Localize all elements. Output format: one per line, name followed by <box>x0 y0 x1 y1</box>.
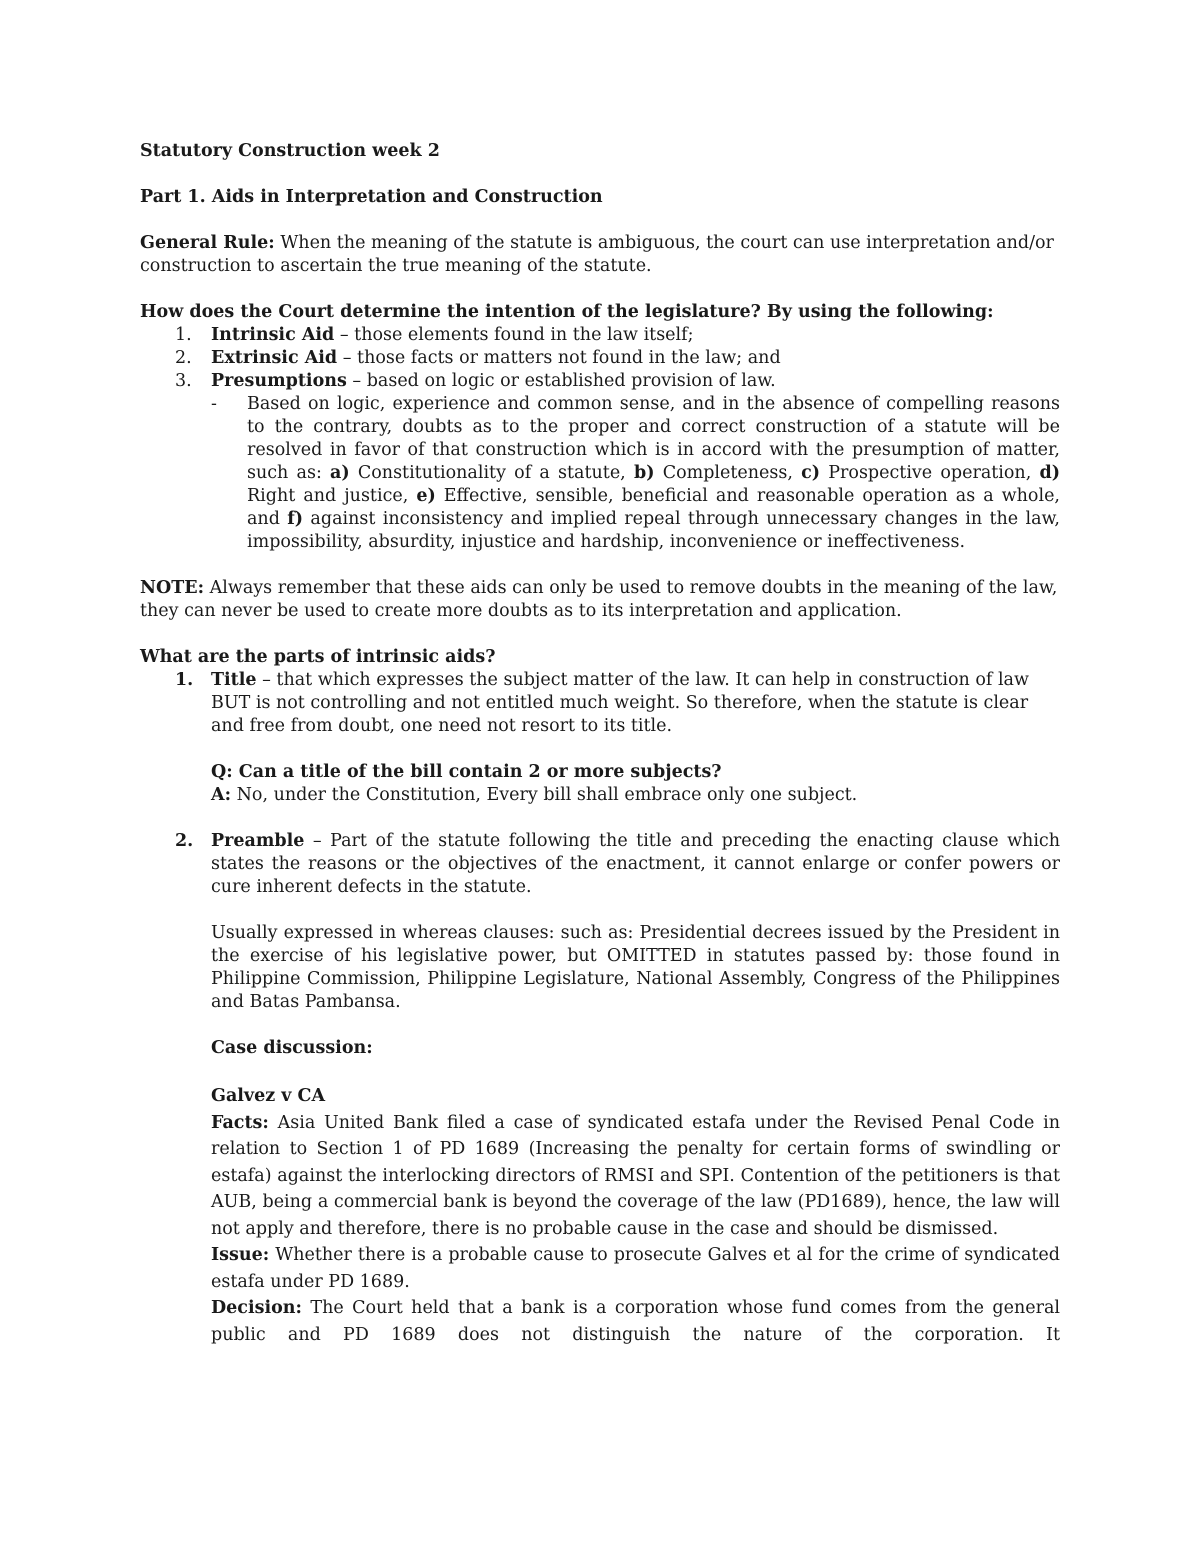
case-discussion-heading: Case discussion: <box>211 1038 373 1058</box>
whereas-paragraph: Usually expressed in whereas clauses: such as: Presidential decrees issued by the President in the exercise of his legislative power, but OMITTED in statutes passed by: those found in Philippine Commission, Philippine Legislature, National Assembly, Congress of the Philippines and Batas Pambansa. <box>211 923 1060 1012</box>
case-name: Galvez v CA <box>211 1086 326 1106</box>
note: NOTE: Always remember that these aids can only be used to remove doubts in the meaning of the law, they can never be used to create more doubts as to its interpretation and application. <box>140 578 1058 621</box>
case-issue: Issue: Whether there is a probable cause to prosecute Galves et al for the crime of syndicated estafa under PD 1689. <box>211 1245 1060 1292</box>
qa-block <box>211 761 1060 807</box>
question-heading-2: What are the parts of intrinsic aids? <box>140 647 496 667</box>
case-block <box>211 1083 1060 1348</box>
document-title: Statutory Construction week 2 <box>140 141 440 161</box>
question-heading: How does the Court determine the intention of the legislature? By using the following: <box>140 302 994 322</box>
general-rule: General Rule: When the meaning of the statute is ambiguous, the court can use interpretation and/or construction to ascertain the true meaning of the statute. <box>140 233 1054 276</box>
part-heading: Part 1. Aids in Interpretation and Construction <box>140 187 603 207</box>
document-page <box>140 140 1060 1348</box>
list-item-preamble: 2. Preamble – Part of the statute following the title and preceding the enacting clause which states the reasons or the objectives of the enactment, it cannot enlarge or confer powers or cure inherent defects in the statute. <box>175 831 1060 897</box>
list-item: 1. Intrinsic Aid – those elements found in the law itself; <box>175 325 694 345</box>
presumption-detail: - Based on logic, experience and common sense, and in the absence of compelling reasons to the contrary, doubts as to the proper and correct construction of a statute will be resolved in favor of that construction which is in accord with the presumption of matter, such as: a) Constitutionality of a statute, b) Completeness, c) Prospective operation, d) Right and justice, e) Effective, sensible, beneficial and reasonable operation as a whole, and f) against inconsistency and implied repeal through unnecessary changes in the law, impossibility, absurdity, injustice and hardship, inconvenience or ineffectiveness. <box>211 394 1060 552</box>
case-facts: Facts: Asia United Bank filed a case of syndicated estafa under the Revised Penal Code in relation to Section 1 of PD 1689 (Increasing the penalty for certain forms of swindling or estafa) against the interlocking directors of RMSI and SPI. Contention of the petitioners is that AUB, being a commercial bank is beyond the coverage of the law (PD1689), hence, the law will not apply and therefore, there is no probable cause in the case and should be dismissed. <box>211 1112 1060 1239</box>
case-decision: Decision: The Court held that a bank is a corporation whose fund comes from the general public and PD 1689 does not distinguish the nature of the corporation. It <box>211 1298 1060 1345</box>
aids-list <box>140 324 1060 393</box>
qa-answer: A: No, under the Constitution, Every bill shall embrace only one subject. <box>211 785 858 805</box>
list-item: 2. Extrinsic Aid – those facts or matters not found in the law; and <box>175 348 781 368</box>
list-item: 3. Presumptions – based on logic or established provision of law. <box>175 371 776 391</box>
qa-question: Q: Can a title of the bill contain 2 or more subjects? <box>211 762 722 782</box>
list-item-title: 1. Title – that which expresses the subject matter of the law. It can help in construction of law BUT is not controlling and not entitled much weight. So therefore, when the statute is clear and free from doubt, one need not resort to its title. <box>175 670 1029 736</box>
